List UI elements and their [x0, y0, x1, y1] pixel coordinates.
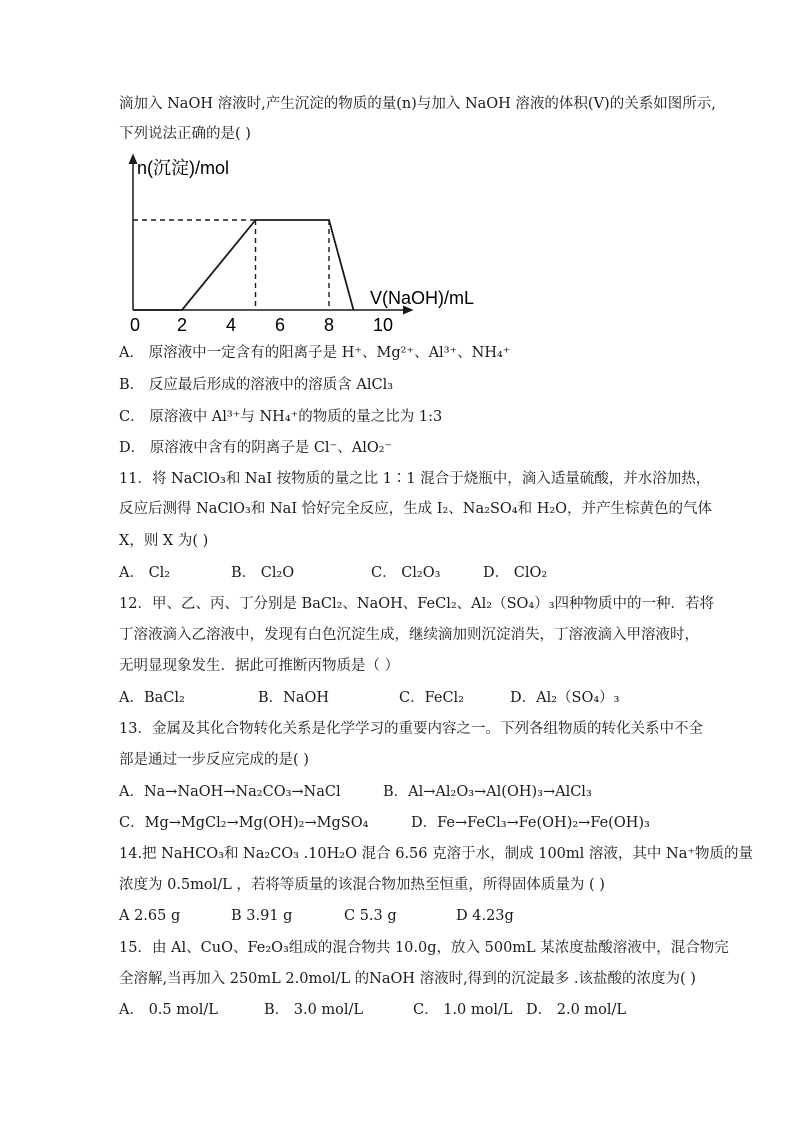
- q13-option-a: A．Na→NaOH→Na₂CO₃→NaCl: [119, 784, 341, 800]
- x-tick-2: 2: [177, 315, 188, 335]
- q13-line-2: 部是通过一步反应完成的是( ): [119, 752, 309, 768]
- q14-option-a: A 2.65 g: [119, 908, 181, 924]
- q14-option-b: B 3.91 g: [231, 908, 293, 924]
- q12-option-a: A．BaCl₂: [119, 690, 185, 706]
- q12-option-d: D．Al₂（SO₄）₃: [510, 690, 620, 706]
- q13-option-c: C．Mg→MgCl₂→Mg(OH)₂→MgSO₄: [119, 815, 369, 831]
- q11-option-d: D． ClO₂: [483, 565, 548, 581]
- q10-option-d: D． 原溶液中含有的阴离子是 Cl⁻、AlO₂⁻: [119, 440, 393, 456]
- q11-option-b: B． Cl₂O: [231, 565, 295, 581]
- q13-option-d: D．Fe→FeCl₃→Fe(OH)₂→Fe(OH)₃: [411, 815, 650, 831]
- q15-line-1: 15．由 Al、CuO、Fe₂O₃组成的混合物共 10.0g，放入 500mL 某浓度盐酸溶液中，混合物完: [119, 940, 729, 956]
- q10-stem-line-2: 下列说法正确的是( ): [119, 126, 251, 142]
- q14-line-2: 浓度为 0.5mol/L ，若将等质量的该混合物加热至恒重，所得固体质量为 ( ): [119, 877, 605, 893]
- x-tick-6: 6: [275, 315, 286, 335]
- q15-option-b: B． 3.0 mol/L: [264, 1002, 364, 1018]
- y-axis-label: n(沉淀)/mol: [137, 158, 230, 178]
- dashed-guides: [133, 220, 329, 310]
- precipitate-line: [133, 220, 354, 310]
- precipitate-volume-graph: [113, 148, 513, 338]
- q11-line-2: 反应后测得 NaClO₃和 NaI 恰好完全反应，生成 I₂、Na₂SO₄和 H₂O，并产生棕黄色的气体: [119, 501, 713, 517]
- q15-line-2: 全溶解,当再加入 250mL 2.0mol/L 的NaOH 溶液时,得到的沉淀最多 .该盐酸的浓度为( ): [119, 971, 696, 987]
- q12-option-b: B．NaOH: [258, 690, 330, 706]
- q11-option-c: C． Cl₂O₃: [371, 565, 441, 581]
- q15-option-a: A． 0.5 mol/L: [119, 1002, 218, 1018]
- q10-stem-line-1: 滴加入 NaOH 溶液时,产生沉淀的物质的量(n)与加入 NaOH 溶液的体积(V)的关系如图所示,: [119, 96, 716, 112]
- q10-option-a: A． 原溶液中一定含有的阳离子是 H⁺、Mg²⁺、Al³⁺、NH₄⁺: [119, 345, 511, 361]
- q12-option-c: C．FeCl₂: [399, 690, 464, 706]
- q12-line-1: 12．甲、乙、丙、丁分别是 BaCl₂、NaOH、FeCl₂、Al₂（SO₄）₃四种物质中的一种．若将: [119, 596, 715, 612]
- x-tick-10: 10: [373, 315, 394, 335]
- q11-line-1: 11．将 NaClO₃和 NaI 按物质的量之比 1∶1 混合于烧瓶中，滴入适量硫酸，并水浴加热，: [119, 471, 711, 487]
- x-tick-8: 8: [324, 315, 335, 335]
- x-axis-label: V(NaOH)/mL: [370, 288, 475, 308]
- x-tick-0: 0: [130, 315, 141, 335]
- q13-line-1: 13．金属及其化合物转化关系是化学学习的重要内容之一。下列各组物质的转化关系中不全: [119, 721, 703, 737]
- q15-option-c: C． 1.0 mol/L: [413, 1002, 513, 1018]
- q13-option-b: B．Al→Al₂O₃→Al(OH)₃→AlCl₃: [383, 784, 592, 800]
- q14-option-c: C 5.3 g: [344, 908, 397, 924]
- x-tick-4: 4: [226, 315, 237, 335]
- q14-line-1: 14.把 NaHCO₃和 Na₂CO₃ .10H₂O 混合 6.56 克溶于水，制成 100ml 溶液，其中 Na⁺物质的量: [119, 846, 753, 862]
- q10-option-c: C． 原溶液中 Al³⁺与 NH₄⁺的物质的量之比为 1:3: [119, 409, 443, 425]
- q15-option-d: D． 2.0 mol/L: [526, 1002, 627, 1018]
- q14-option-d: D 4.23g: [456, 908, 514, 924]
- q11-line-3: X，则 X 为( ): [119, 533, 209, 549]
- x-tick-labels: [130, 315, 393, 335]
- q12-line-3: 无明显现象发生．据此可推断丙物质是（ ）: [119, 658, 400, 674]
- q12-line-2: 丁溶液滴入乙溶液中，发现有白色沉淀生成，继续滴加则沉淀消失，丁溶液滴入甲溶液时，: [119, 627, 699, 643]
- q11-option-a: A． Cl₂: [119, 565, 171, 581]
- q10-option-b: B． 反应最后形成的溶液中的溶质含 AlCl₃: [119, 377, 394, 393]
